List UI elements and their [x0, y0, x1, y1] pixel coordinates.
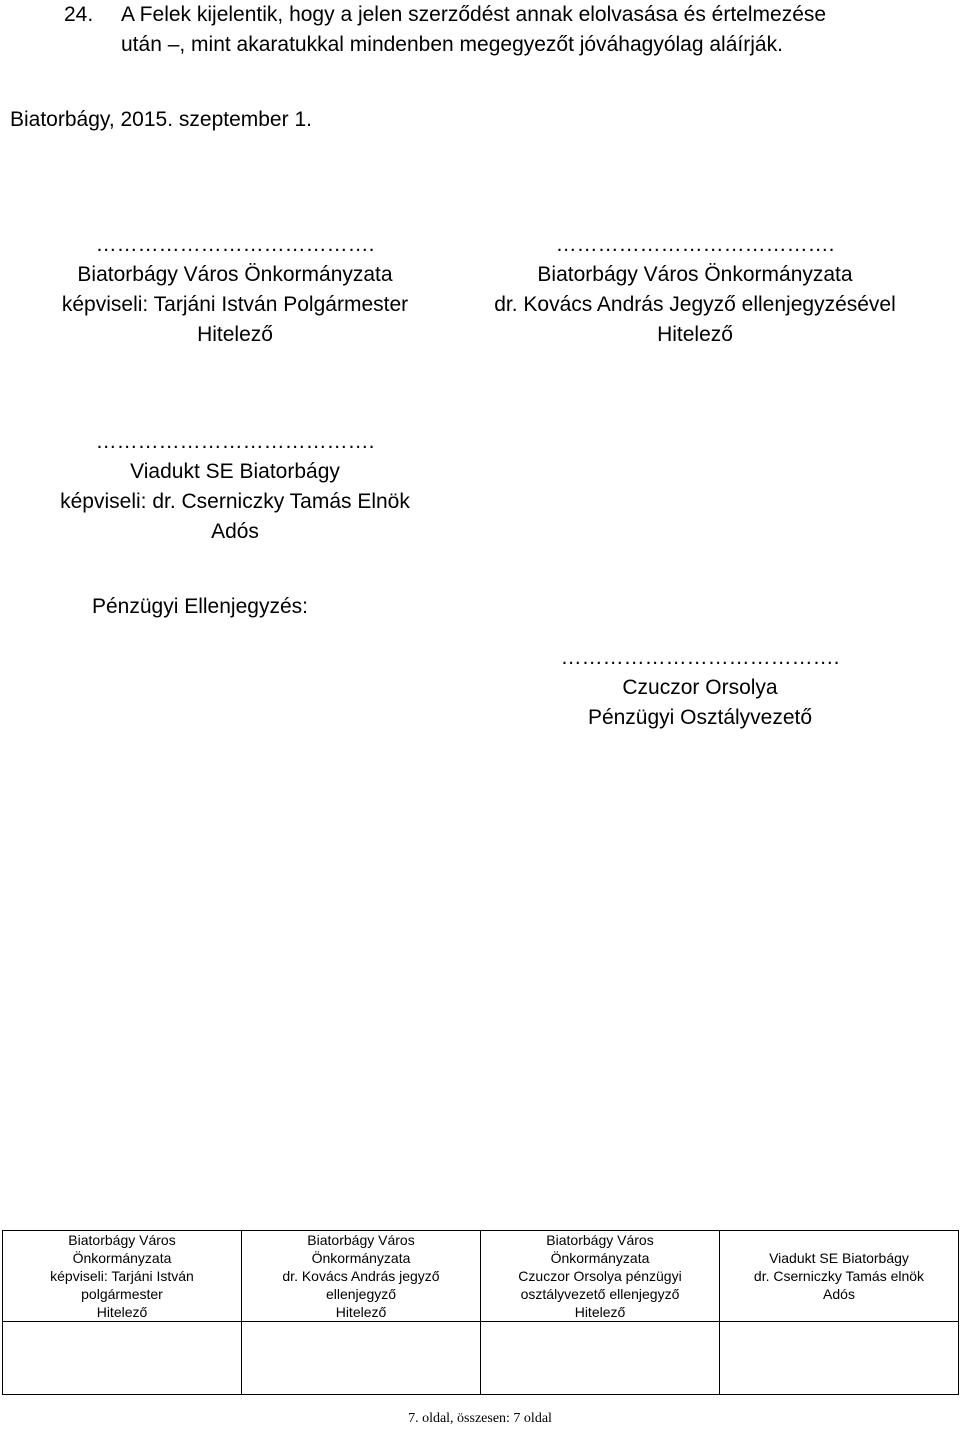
initials-cell: [481, 1322, 720, 1395]
page-footer: 7. oldal, összesen: 7 oldal: [408, 1411, 552, 1426]
cell-line: Adós: [823, 1286, 855, 1302]
signatory-role: Hitelező: [197, 323, 273, 346]
signature-dots: ………………………………….: [95, 430, 375, 453]
signatory-role: Adós: [211, 520, 259, 543]
cell-line: ellenjegyző: [325, 1286, 397, 1302]
cell-line: Hitelező: [335, 1304, 387, 1320]
signature-block-mayor: [30, 230, 440, 350]
cell-line: Biatorbágy Város: [307, 1232, 415, 1248]
paragraph-line-2: után –, mint akaratukkal mindenben megegyezőt jóváhagyólag aláírják.: [121, 33, 783, 56]
cell-line: Czuczor Orsolya pénzügyi: [518, 1268, 682, 1284]
table-cell: [481, 1231, 720, 1322]
signatory-name: Biatorbágy Város Önkormányzata: [537, 263, 853, 286]
table-cell: [3, 1231, 242, 1322]
signature-block-notary: [450, 230, 940, 350]
table-row: [3, 1322, 959, 1395]
financial-countersign-label: Pénzügyi Ellenjegyzés:: [92, 595, 308, 618]
cell-line: Hitelező: [574, 1304, 626, 1320]
cell-line: polgármester: [81, 1286, 163, 1302]
initials-table: [2, 1230, 959, 1395]
table-row: [3, 1231, 959, 1322]
signatory-representative: képviseli: dr. Cserniczky Tamás Elnök: [60, 490, 410, 513]
cell-line: képviseli: Tarjáni István: [50, 1268, 194, 1284]
initials-cell: [720, 1322, 959, 1395]
cell-line: Biatorbágy Város: [68, 1232, 176, 1248]
signatory-role: Pénzügyi Osztályvezető: [587, 706, 813, 729]
signatory-name: Biatorbágy Város Önkormányzata: [77, 263, 393, 286]
initials-cell: [3, 1322, 242, 1395]
initials-cell: [242, 1322, 481, 1395]
cell-line: Viadukt SE Biatorbágy: [769, 1250, 909, 1266]
cell-line: dr. Cserniczky Tamás elnök: [753, 1268, 925, 1284]
cell-line: osztályvezető ellenjegyző: [520, 1286, 680, 1302]
paragraph-number: 24.: [64, 3, 94, 26]
signatory-representative: képviseli: Tarjáni István Polgármester: [61, 293, 409, 316]
signature-block-debtor: [30, 427, 440, 547]
table-cell: [720, 1231, 959, 1322]
signature-dots: ………………………………….: [560, 646, 840, 669]
cell-line: Biatorbágy Város: [546, 1232, 654, 1248]
signatory-name: Czuczor Orsolya: [622, 676, 778, 699]
paragraph-line-1: A Felek kijelentik, hogy a jelen szerződést annak elolvasása és értelmezése: [121, 3, 827, 26]
signatory-role: Hitelező: [657, 323, 733, 346]
cell-line: Önkormányzata: [311, 1250, 411, 1266]
signature-dots: ………………………………….: [95, 233, 375, 256]
signatory-representative: dr. Kovács András Jegyző ellenjegyzésével: [494, 293, 896, 316]
signature-block-financial: [490, 643, 910, 733]
cell-line: Önkormányzata: [550, 1250, 650, 1266]
table-cell: [242, 1231, 481, 1322]
cell-line: Hitelező: [96, 1304, 148, 1320]
signatory-name: Viadukt SE Biatorbágy: [130, 460, 340, 483]
cell-line: Önkormányzata: [72, 1250, 172, 1266]
signature-dots: ………………………………….: [555, 233, 835, 256]
place-and-date: Biatorbágy, 2015. szeptember 1.: [10, 108, 312, 131]
cell-line: dr. Kovács András jegyző: [282, 1268, 440, 1284]
